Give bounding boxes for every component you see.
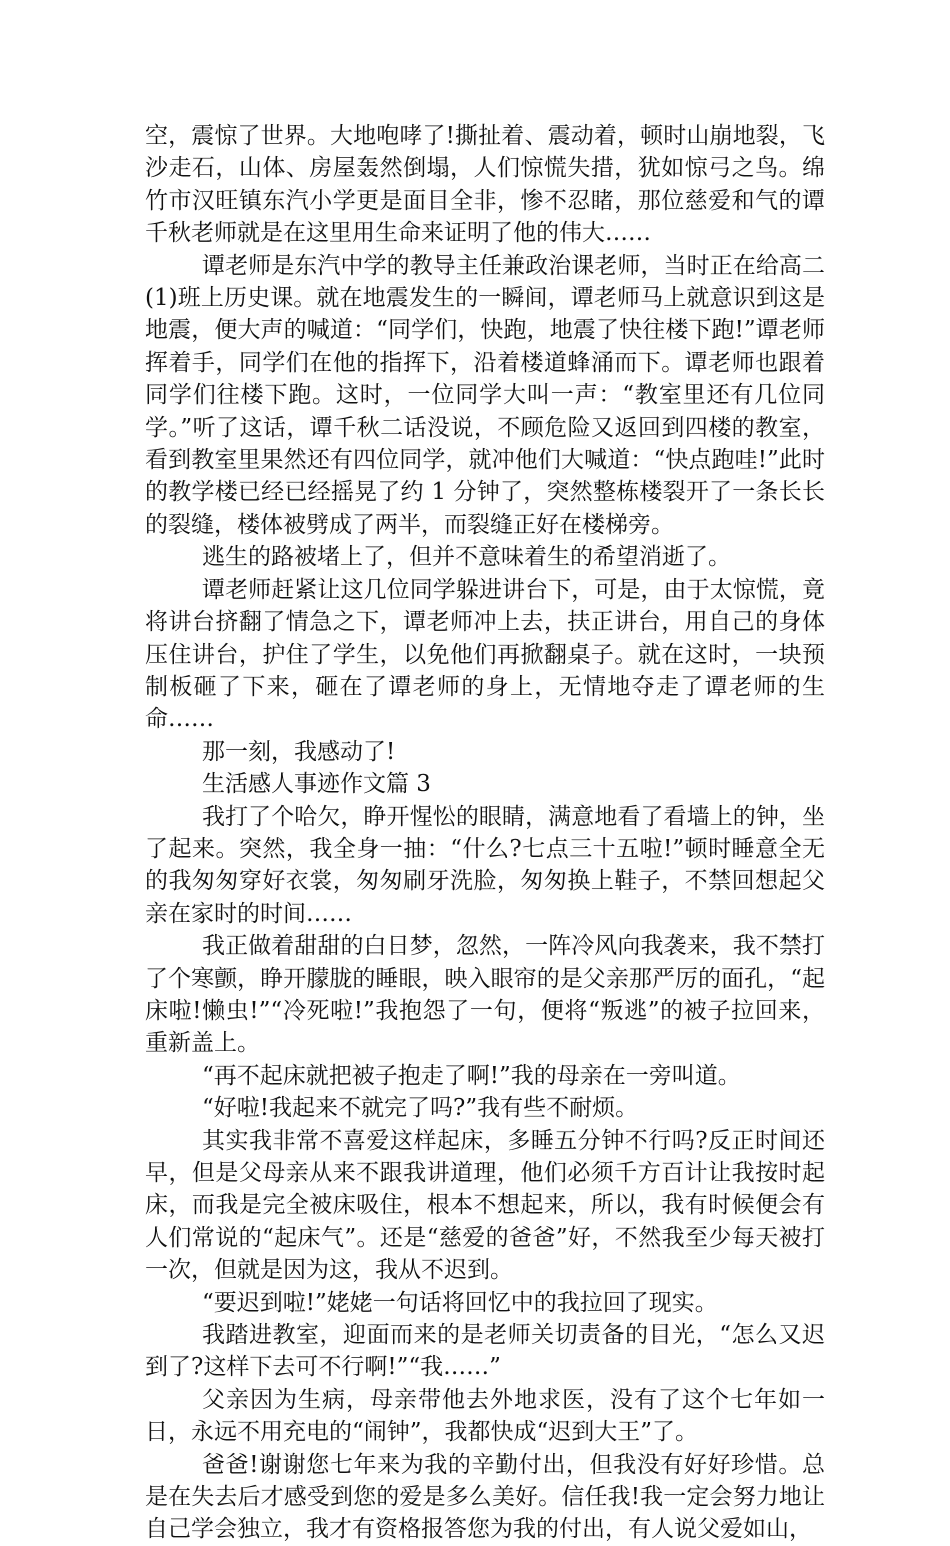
paragraph-1: 空，震惊了世界。大地咆哮了!撕扯着、震动着，顿时山崩地裂，飞沙走石，山体、房屋轰然倒塌，人们惊慌失措，犹如惊弓之鸟。绵竹市汉旺镇东汽小学更是面目全非，惨不忍睹，那位慈爱和气的谭千秋老师就是在这里用生命来证明了他的伟大…… [145,123,825,247]
document-page [145,120,825,1546]
paragraph-14: 父亲因为生病，母亲带他去外地求医，没有了这个七年如一日，永远不用充电的“闹钟”，我都快成“迟到大王”了。 [145,1386,825,1446]
paragraph-9: “再不起床就把被子抱走了啊!”我的母亲在一旁叫道。 [202,1062,741,1089]
paragraph-12: “要迟到啦!”姥姥一句话将回忆中的我拉回了现实。 [202,1289,718,1316]
paragraph-5: 那一刻，我感动了! [202,738,396,765]
paragraph-2: 谭老师是东汽中学的教导主任兼政治课老师，当时正在给高二(1)班上历史课。就在地震发生的一瞬间，谭老师马上就意识到这是地震，便大声的喊道：“同学们，快跑，地震了快往楼下跑!”谭老师挥着手，同学们在他的指挥下，沿着楼道蜂涌而下。谭老师也跟着同学们往楼下跑。这时，一位同学大叫一声：“教室里还有几位同学。”听了这话，谭千秋二话没说，不顾危险又返回到四楼的教室，看到教室里果然还有四位同学，就冲他们大喊道：“快点跑哇!”此时的教学楼已经已经摇晃了约 1 分钟了，突然整栋楼裂开了一条长长的裂缝，楼体被劈成了两半，而裂缝正好在楼梯旁。 [145,252,825,538]
paragraph-10: “好啦!我起来不就完了吗?”我有些不耐烦。 [202,1095,639,1122]
paragraph-7: 我打了个哈欠，睁开惺忪的眼睛，满意地看了看墙上的钟，坐了起来。突然，我全身一抽：“什么?七点三十五啦!”顿时睡意全无的我匆匆穿好衣裳，匆匆刷牙洗脸，匆匆换上鞋子，不禁回想起父亲在家时的时间…… [145,803,825,927]
paragraph-4: 谭老师赶紧让这几位同学躲进讲台下，可是，由于太惊慌，竟将讲台挤翻了情急之下，谭老师冲上去，扶正讲台，用自己的身体压住讲台，护住了学生，以免他们再掀翻桌子。就在这时，一块预制板砸了下来，砸在了谭老师的身上，无情地夺走了谭老师的生命…… [145,576,825,733]
paragraph-11: 其实我非常不喜爱这样起床，多睡五分钟不行吗?反正时间还早，但是父母亲从来不跟我讲道理，他们必须千方百计让我按时起床，而我是完全被床吸住，根本不想起来，所以，我有时候便会有人们常说的“起床气”。还是“慈爱的爸爸”好，不然我至少每天被打一次，但就是因为这，我从不迟到。 [145,1127,825,1284]
section-heading: 生活感人事迹作文篇 3 [202,771,431,798]
paragraph-8: 我正做着甜甜的白日梦，忽然，一阵冷风向我袭来，我不禁打了个寒颤，睁开朦胧的睡眼，映入眼帘的是父亲那严厉的面孔，“起床啦!懒虫!”“冷死啦!”我抱怨了一句，便将“叛逃”的被子拉回来，重新盖上。 [145,933,825,1057]
paragraph-13: 我踏进教室，迎面而来的是老师关切责备的目光，“怎么又迟到了?这样下去可不行啊!”“我……” [145,1322,825,1381]
paragraph-15: 爸爸!谢谢您七年来为我的辛勤付出，但我没有好好珍惜。总是在失去后才感受到您的爱是多么美好。信任我!我一定会努力地让自己学会独立，我才有资格报答您为我的付出，有人说父爱如山， [145,1451,825,1543]
paragraph-3: 逃生的路被堵上了，但并不意味着生的希望消逝了。 [202,544,731,571]
